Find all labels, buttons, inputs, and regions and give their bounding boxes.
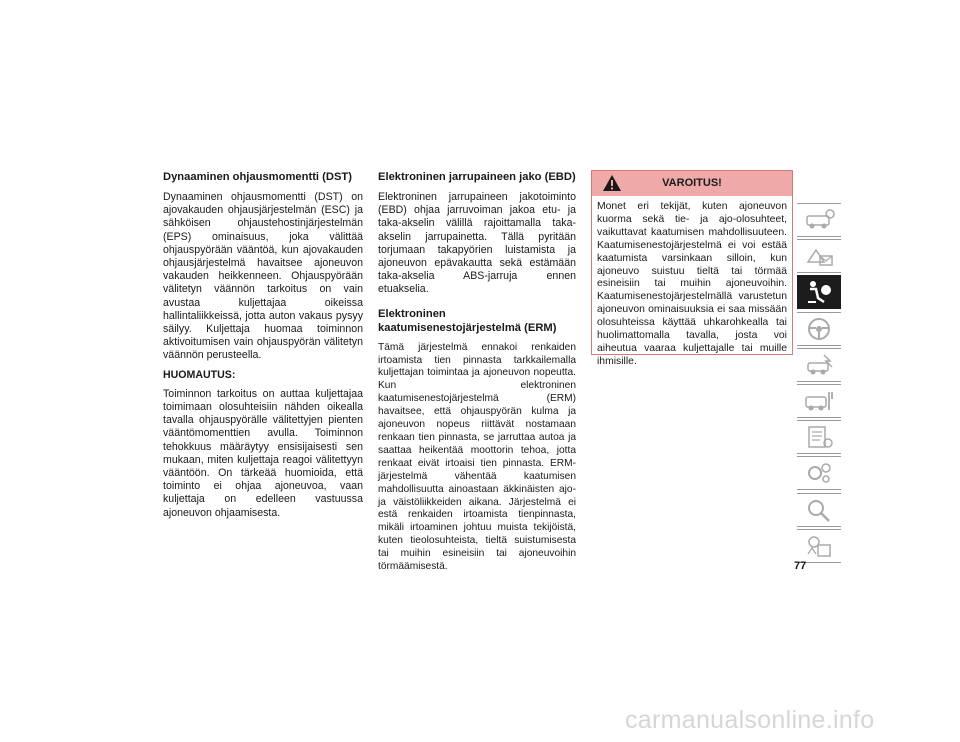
warning-text: Monet eri tekijät, kuten ajoneuvon kuorma sekä tie- ja ajo-olosuhteet, vaikuttavat kaatumisen mahdollisuuteen. Kaatumisenestojärjestelmä ei voi estää kaatumista varsinkaan silloin, kun ajoneuvo suistuu tieltä tai törmää esineisiin tai muihin ajoneuvoihin. Kaatumisenestojärjestelmällä varustetun ajoneuvon ominaisuuksia ei saa missään olosuhteissa käyttää uhkarohkealla tai huolimattomalla tavalla, josta voi aiheutua vaaraa kuljettajalle tai muille ihmisille. bbox=[597, 201, 787, 367]
warning-title: VAROITUS! bbox=[662, 177, 722, 189]
steering-wheel-icon bbox=[802, 315, 836, 343]
car-crash-icon bbox=[802, 351, 836, 379]
tab-car-info[interactable] bbox=[797, 203, 841, 237]
watermark: carmanualsonline.info bbox=[625, 706, 875, 734]
ebd-paragraph: Elektroninen jarrupaineen jakotoiminto (EBD) ohjaa jarruvoiman jakoa etu- ja taka-akselin välillä rajoittamalla taka-akselin jarrupainetta. Tällä pyritään torjumaan takapyörien luistamista ja ajoneuvon epävakautta sekä estämään taka-akselia ABS-jarruja ennen etuakselia. bbox=[378, 191, 576, 296]
chapter-tabs bbox=[797, 203, 841, 565]
tab-multimedia[interactable] bbox=[797, 456, 841, 490]
tab-service[interactable] bbox=[797, 384, 841, 418]
column-middle bbox=[378, 170, 576, 580]
page-number: 77 bbox=[794, 560, 807, 572]
search-icon bbox=[802, 496, 836, 524]
warning-box bbox=[591, 170, 793, 367]
erm-paragraph: Tämä järjestelmä ennakoi renkaiden irtoamista tien pinnasta tarkkailemalla kuljettajan toimintaa ja ajoneuvon nopeutta. Kun elektroninen kaatumisenestojärjestelmä (ERM) havaitsee, että ohjauspyörän kulma ja ajoneuvon nopeus riittävät nostamaan renkaan tien pinnasta, se jarruttaa autoa ja saattaa heikentää moottorin tehoa, jotta renkaat eivät irtoaisi tien pinnasta. ERM-järjestelmä vähentää kaatumisen mahdollisuutta ainoastaan äkkinäisten ajo- ja väistöliikkeiden aikana. Järjestelmä ei estä renkaiden irtoamista tienpinnasta, mikäli irtoaminen johtuu muista tekijöistä, kuten tieolosuhteista, tieltä suistumisesta tai muihin esineisiin tai ajoneuvoihin törmäämisestä. bbox=[378, 341, 576, 573]
language-icon bbox=[802, 532, 836, 560]
tab-index[interactable] bbox=[797, 493, 841, 527]
service-tools-icon bbox=[802, 387, 836, 415]
column-left bbox=[163, 170, 363, 526]
section-heading-dst: Dynaaminen ohjausmomentti (DST) bbox=[163, 171, 352, 183]
car-info-icon bbox=[802, 206, 836, 234]
warning-header bbox=[592, 171, 792, 196]
tab-emergency[interactable] bbox=[797, 348, 841, 382]
dst-paragraph: Dynaaminen ohjausmomentti (DST) on ajovakauden ohjausjärjestelmän (ESC) ja sähköisen ohjaustehostinjärjestelmän (EPS) ominaisuus, joka välittää ohjauspyörään vääntöä, kun ajovakauden ohjausjärjestelmä havaitsee ajoneuvon vakauden heikkenneen. Ohjauspyörään välitetyn väännön tarkoitus on vain avustaa kuljettajaa oikeissa hallintaliikkeissä, jotta auton vakaus pysyy säilyy. Kuljettaja huomaa toiminnon aktivoitumisen vain ohjauspyörän välitetyn väännön perusteella. bbox=[163, 191, 363, 362]
tab-dashboard[interactable] bbox=[797, 239, 841, 273]
note-paragraph: Toiminnon tarkoitus on auttaa kuljettajaa toimimaan olosuhteisiin nähden oikealla tavalla ohjauspyörälle välitettyjen pienten vääntömomenttien avulla. Toiminnon tehokkuus määräytyy ensisijaisesti sen mukaan, miten kuljettaja reagoi välitettyyn vääntöön. On tärkeää huomioida, että toiminto ei ohjaa ajoneuvoa, vaan kuljettaja on edelleen vastuussa ajoneuvon ohjaamisesta. bbox=[163, 387, 363, 519]
tab-language[interactable] bbox=[797, 529, 841, 563]
maintenance-list-icon bbox=[802, 423, 836, 451]
settings-gears-icon bbox=[802, 459, 836, 487]
section-heading-erm: Elektroninen kaatumisenestojärjestelmä (ERM) bbox=[378, 307, 557, 334]
tab-specs[interactable] bbox=[797, 420, 841, 454]
section-heading-ebd: Elektroninen jarrupaineen jako (EBD) bbox=[378, 171, 576, 183]
tab-safety[interactable] bbox=[797, 275, 841, 309]
dashboard-mail-icon bbox=[802, 242, 836, 270]
tab-driving[interactable] bbox=[797, 312, 841, 346]
note-title: HUOMAUTUS: bbox=[163, 368, 236, 381]
airbag-icon bbox=[802, 278, 836, 306]
